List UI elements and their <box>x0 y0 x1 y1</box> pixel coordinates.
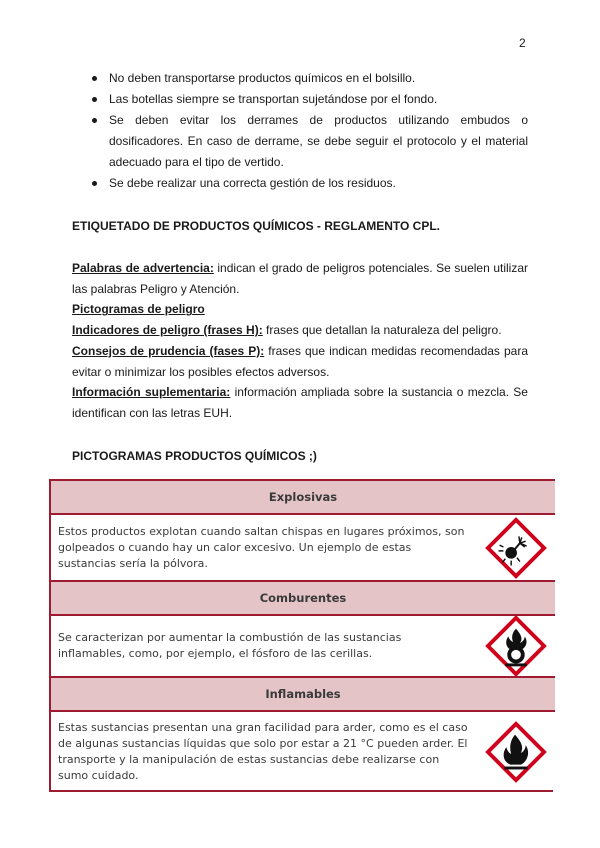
definition-term: Pictogramas de peligro <box>72 302 205 317</box>
flame-icon <box>485 721 547 783</box>
bullet-text: Las botellas siempre se transportan sujetándose por el fondo. <box>109 92 438 106</box>
section-heading-pictograms: PICTOGRAMAS PRODUCTOS QUÍMICOS ;) <box>72 449 317 463</box>
definition-text: frases que indican medidas recomendadas para evitar o minimizar los posibles efectos adversos. <box>72 343 528 379</box>
bullet-text: No deben transportarse productos químicos en el bolsillo. <box>109 71 416 85</box>
section-heading-labeling: ETIQUETADO DE PRODUCTOS QUÍMICOS - REGLAMENTO CPL. <box>72 219 441 233</box>
definition-item <box>72 382 528 423</box>
definition-item <box>72 258 528 299</box>
hazard-row <box>51 513 555 580</box>
definition-item <box>72 299 528 320</box>
list-item <box>72 173 528 194</box>
hazard-row <box>51 710 555 792</box>
definition-term: Información suplementaria: <box>72 385 231 400</box>
definition-text: indican el grado de peligros potenciales. Se suelen utilizar las palabras Peligro y Atención. <box>72 261 528 296</box>
hazard-title: Inflamables <box>51 676 555 710</box>
definition-term: Indicadores de peligro (frases H): <box>72 323 263 338</box>
bullet-dot <box>92 118 97 123</box>
list-item <box>72 110 528 173</box>
definition-item <box>72 341 528 382</box>
hazard-description: Estos productos explotan cuando saltan chispas en lugares próximos, son golpeados o cuando hay un calor excesivo. Un ejemplo de estas sustancias sería la pólvora. <box>58 524 465 570</box>
definition-text: información ampliada sobre la sustancia o mezcla. Se identifican con las letras EUH. <box>72 385 528 420</box>
hazard-description: Estas sustancias presentan una gran facilidad para arder, como es el caso de algunas sustancias líquidas que solo por estar a 21 °C pueden arder. El transporte y la manipulación de estas sustancias debe realizarse con sumo cuidado. <box>58 721 468 782</box>
definitions <box>72 258 528 424</box>
definition-term: Consejos de prudencia (fases P): <box>72 343 265 358</box>
list-item <box>72 68 528 89</box>
exploding-bomb-icon <box>485 517 547 579</box>
table-bottom-border <box>49 790 553 792</box>
hazard-title: Comburentes <box>51 580 555 614</box>
list-item <box>72 89 528 110</box>
bullet-dot <box>92 97 97 102</box>
hazard-row <box>51 614 555 676</box>
hazard-description: Se caracterizan por aumentar la combustión de las sustancias inflamables, como, por ejemplo, el fósforo de las cerillas. <box>58 631 402 660</box>
bullet-dot <box>92 76 97 81</box>
hazard-title: Explosivas <box>51 479 555 513</box>
flame-over-circle-icon <box>485 615 547 677</box>
bullet-list <box>72 68 528 194</box>
bullet-dot <box>92 181 97 186</box>
definition-term: Palabras de advertencia: <box>72 261 214 275</box>
definition-text: frases que detallan la naturaleza del peligro. <box>262 323 502 338</box>
page-number: 2 <box>519 36 526 50</box>
bullet-text: Se debe realizar una correcta gestión de los residuos. <box>109 176 396 190</box>
definition-item <box>72 320 528 341</box>
hazard-table <box>49 479 555 792</box>
bullet-text: Se deben evitar los derrames de productos utilizando embudos o dosificadores. En caso de derrame, se debe seguir el protocolo y el material adecuado para el tipo de vertido. <box>109 113 528 169</box>
